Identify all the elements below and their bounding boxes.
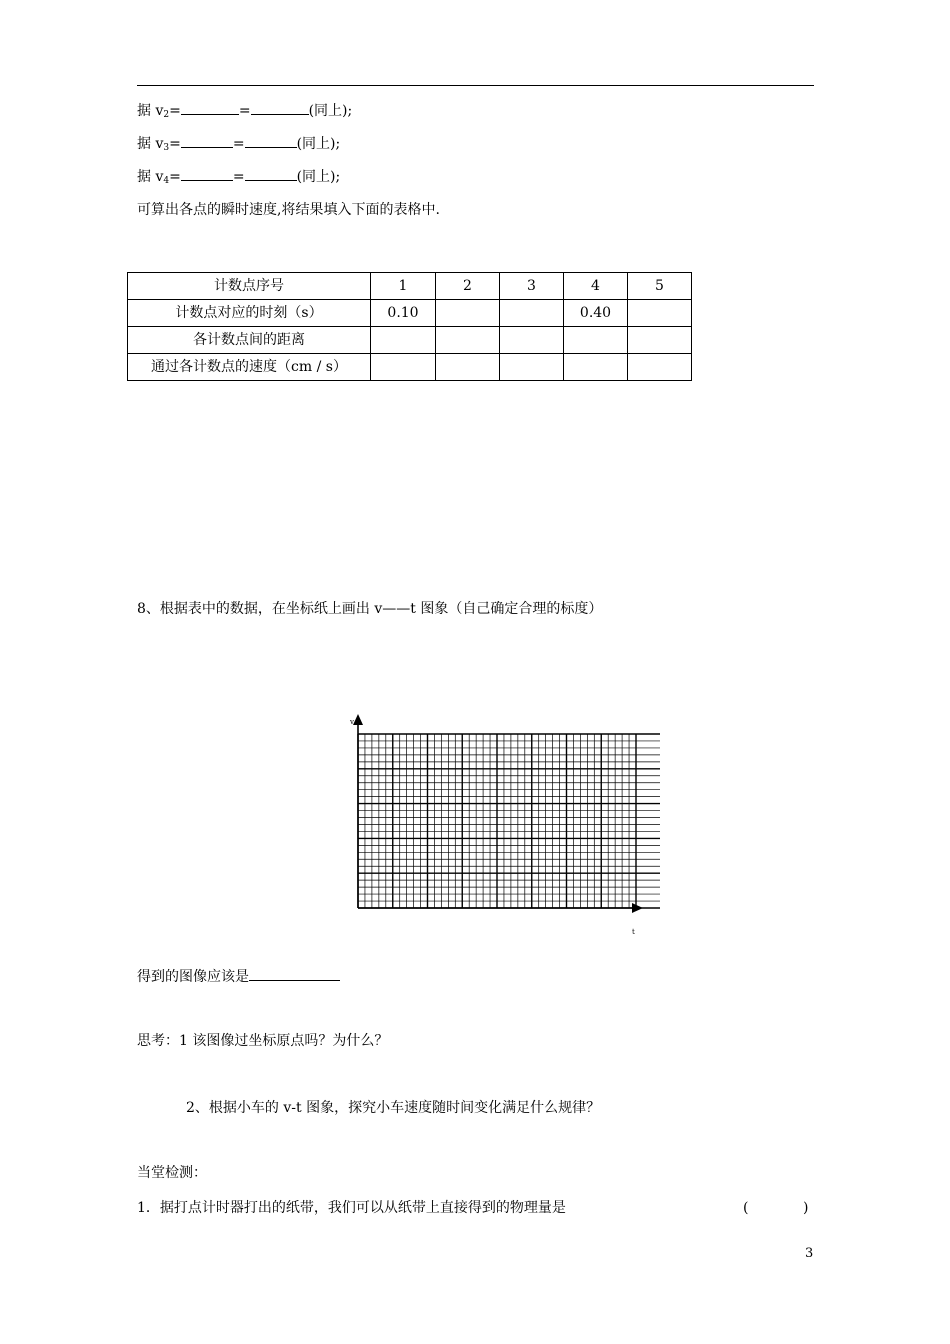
table-cell[interactable] <box>436 327 500 354</box>
y-axis-label: v <box>350 718 354 726</box>
equals-sign: = <box>232 169 245 185</box>
table-row <box>128 354 692 381</box>
table-cell[interactable] <box>628 327 692 354</box>
header-rule <box>137 85 814 86</box>
answer-paren-close: ) <box>803 1200 809 1216</box>
table-cell: 2 <box>436 273 500 300</box>
question-1 <box>137 1199 566 1217</box>
formula-subscript: 2 <box>163 110 170 120</box>
table-cell: 4 <box>564 273 628 300</box>
think-question-1: 思考：1 该图像过坐标原点吗？为什么？ <box>137 1033 389 1049</box>
table-cell: 5 <box>628 273 692 300</box>
section-title: 当堂检测： <box>137 1165 207 1181</box>
answer-blank[interactable] <box>249 967 340 981</box>
formula-prefix: 据 v <box>137 136 164 152</box>
table-cell[interactable] <box>564 354 628 381</box>
equals-sign: = <box>238 103 251 119</box>
question-text: 1．据打点计时器打出的纸带，我们可以从纸带上直接得到的物理量是 <box>137 1200 566 1216</box>
answer-blank[interactable] <box>245 167 297 181</box>
table-cell[interactable]: 0.40 <box>564 300 628 327</box>
question-8: 8、根据表中的数据，在坐标纸上画出 v——t 图象（自己确定合理的标度） <box>137 601 603 617</box>
table-cell[interactable]: 0.10 <box>371 300 436 327</box>
result-line <box>137 967 340 986</box>
formula-prefix: 据 v <box>137 169 164 185</box>
table-cell[interactable] <box>500 354 564 381</box>
table-row <box>128 327 692 354</box>
x-axis-arrow-icon <box>632 903 643 913</box>
formula-suffix: (同上); <box>296 136 341 152</box>
grid-lines <box>358 734 660 908</box>
row-label: 通过各计数点的速度（cm / s） <box>128 354 371 381</box>
table-cell[interactable] <box>628 354 692 381</box>
table-cell: 1 <box>371 273 436 300</box>
answer-blank[interactable] <box>181 167 233 181</box>
table-cell: 3 <box>500 273 564 300</box>
table-cell[interactable] <box>628 300 692 327</box>
graph-paper[interactable] <box>340 710 660 940</box>
formula-line-v4 <box>137 167 340 190</box>
formula-subscript: 4 <box>163 176 170 186</box>
table-cell[interactable] <box>500 327 564 354</box>
equals-sign: = <box>169 169 181 185</box>
answer-blank[interactable] <box>251 101 309 115</box>
x-axis-label: t <box>632 928 635 936</box>
equals-sign: = <box>169 136 181 152</box>
table-cell[interactable] <box>436 300 500 327</box>
formula-line-v3 <box>137 134 340 157</box>
formula-suffix: (同上); <box>296 169 341 185</box>
formula-subscript: 3 <box>163 143 170 153</box>
row-label: 计数点序号 <box>128 273 371 300</box>
answer-blank[interactable] <box>181 101 239 115</box>
equals-sign: = <box>232 136 245 152</box>
answer-blank[interactable] <box>245 134 297 148</box>
row-label: 各计数点间的距离 <box>128 327 371 354</box>
answer-paren-open: ( <box>743 1200 749 1216</box>
table-row <box>128 300 692 327</box>
table-row <box>128 273 692 300</box>
table-cell[interactable] <box>371 354 436 381</box>
equals-sign: = <box>169 103 181 119</box>
think-question-2: 2、根据小车的 v-t 图象，探究小车速度随时间变化满足什么规律？ <box>186 1100 601 1116</box>
formula-suffix: (同上); <box>308 103 353 119</box>
answer-blank[interactable] <box>181 134 233 148</box>
result-label: 得到的图像应该是 <box>137 969 249 985</box>
data-table <box>127 272 692 381</box>
table-cell[interactable] <box>564 327 628 354</box>
table-cell[interactable] <box>371 327 436 354</box>
table-cell[interactable] <box>436 354 500 381</box>
page-number: 3 <box>805 1246 814 1261</box>
y-axis-arrow-icon <box>353 714 363 725</box>
row-label: 计数点对应的时刻（s） <box>128 300 371 327</box>
instruction-text: 可算出各点的瞬时速度,将结果填入下面的表格中. <box>137 202 440 218</box>
formula-prefix: 据 v <box>137 103 164 119</box>
formula-line-v2 <box>137 101 352 124</box>
table-cell[interactable] <box>500 300 564 327</box>
